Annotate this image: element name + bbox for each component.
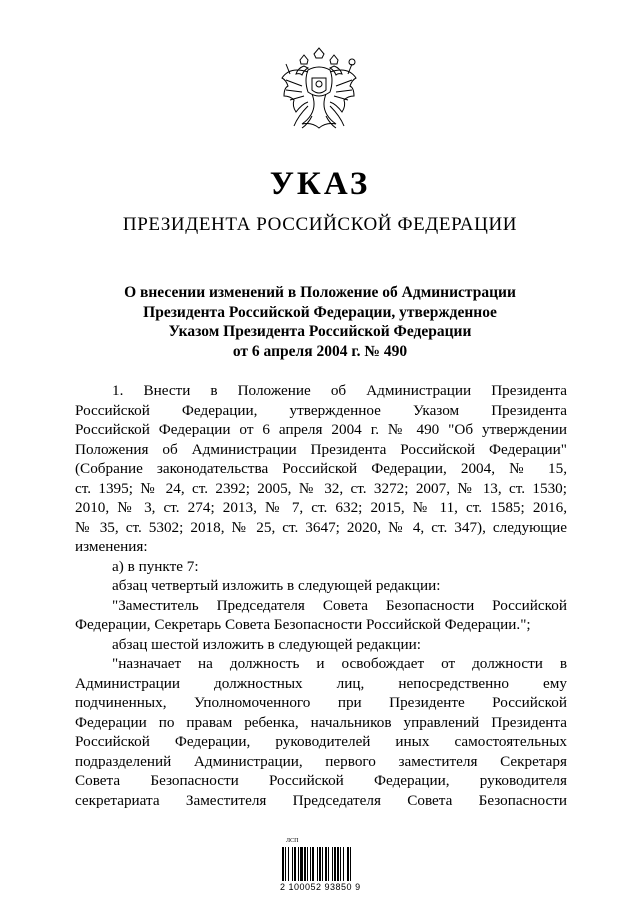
body-line: № 35, ст. 5302; 2018, № 25, ст. 3647; 2020, № 4, ст. 347), следующие (75, 518, 567, 536)
barcode-bar (343, 847, 344, 881)
barcode-bar (332, 847, 333, 881)
body-line: Федерации по правам ребенка, начальников управлений Президента (75, 713, 567, 731)
heading-line: О внесении изменений в Положение об Администрации (124, 284, 516, 301)
document-subtitle: ПРЕЗИДЕНТА РОССИЙСКОЙ ФЕДЕРАЦИИ (122, 214, 518, 235)
body-line: Совета Безопасности Российской Федерации, руководителя (75, 772, 567, 789)
heading-line: Указом Президента Российской Федерации (168, 323, 472, 341)
barcode-bar (325, 847, 327, 881)
body-line: 2010, № 3, ст. 274; 2013, № 7, ст. 632; 2015, № 11, ст. 1585; 2016, (75, 499, 567, 516)
body-line: Положения об Администрации Президента Российской Федерации" (75, 440, 567, 458)
barcode-bar (350, 847, 351, 881)
decree-heading (0, 283, 640, 361)
barcode-bar (294, 847, 296, 881)
barcode-bar (337, 847, 339, 881)
barcode-bar (312, 847, 314, 881)
barcode-bar (285, 847, 286, 881)
barcode-bar (307, 847, 308, 881)
decree-body (75, 381, 567, 810)
body-line: Российской Федерации от 6 апреля 2004 г. № 490 "Об утверждении (75, 421, 567, 438)
barcode-bar (317, 847, 318, 881)
body-line: Российской Федерации, утвержденное Указом Президента (75, 401, 567, 419)
barcode-number: 2 100052 93850 9 (280, 882, 361, 892)
barcode-bar (310, 847, 311, 881)
document-title: УКАЗ (269, 166, 371, 202)
barcode-bar (340, 847, 341, 881)
coat-of-arms-emblem (278, 46, 360, 142)
body-line: ст. 1395; № 24, ст. 2392; 2005, № 32, ст. 3272; 2007, № 13, ст. 1530; (75, 479, 567, 497)
heading-line: от 6 апреля 2004 г. № 490 (232, 342, 408, 360)
body-line: "Заместитель Председателя Совета Безопасности Российской (112, 596, 567, 614)
body-line: 1. Внести в Положение об Администрации Президента (112, 382, 567, 399)
body-line: Администрации должностных лиц, непосредственно ему (75, 674, 567, 692)
heading-line: Президента Российской Федерации, утвержденное (143, 303, 497, 321)
barcode-bar (304, 847, 306, 881)
barcode-bar (288, 847, 289, 881)
body-line: а) в пункте 7: (112, 557, 199, 575)
barcode-bar (282, 847, 284, 881)
barcode-bars (282, 847, 370, 881)
barcode-top-text: ЛСП (286, 838, 299, 844)
body-line: подчиненных, Уполномоченного при Президенте Российской (75, 694, 567, 711)
barcode-bar (334, 847, 336, 881)
barcode-bar (292, 847, 293, 881)
barcode (280, 838, 372, 894)
body-line: (Собрание законодательства Российской Федерации, 2004, № 15, (75, 460, 567, 477)
body-line: абзац четвертый изложить в следующей редакции: (112, 577, 441, 594)
barcode-bar (347, 847, 349, 881)
body-line: Федерации, Секретарь Совета Безопасности Российской Федерации."; (75, 616, 531, 633)
body-line: Российской Федерации, руководителей иных самостоятельных (75, 733, 567, 750)
barcode-bar (319, 847, 321, 881)
barcode-bar (298, 847, 299, 881)
body-line: изменения: (75, 538, 148, 555)
body-line: абзац шестой изложить в следующей редакции: (112, 635, 421, 653)
barcode-bar (322, 847, 323, 881)
body-line: "назначает на должность и освобождает от должности в (112, 655, 567, 672)
body-line: подразделений Администрации, первого заместителя Секретаря (75, 752, 567, 770)
barcode-bar (328, 847, 329, 881)
barcode-bar (300, 847, 303, 881)
body-line: секретариата Заместителя Председателя Совета Безопасности (75, 791, 567, 809)
